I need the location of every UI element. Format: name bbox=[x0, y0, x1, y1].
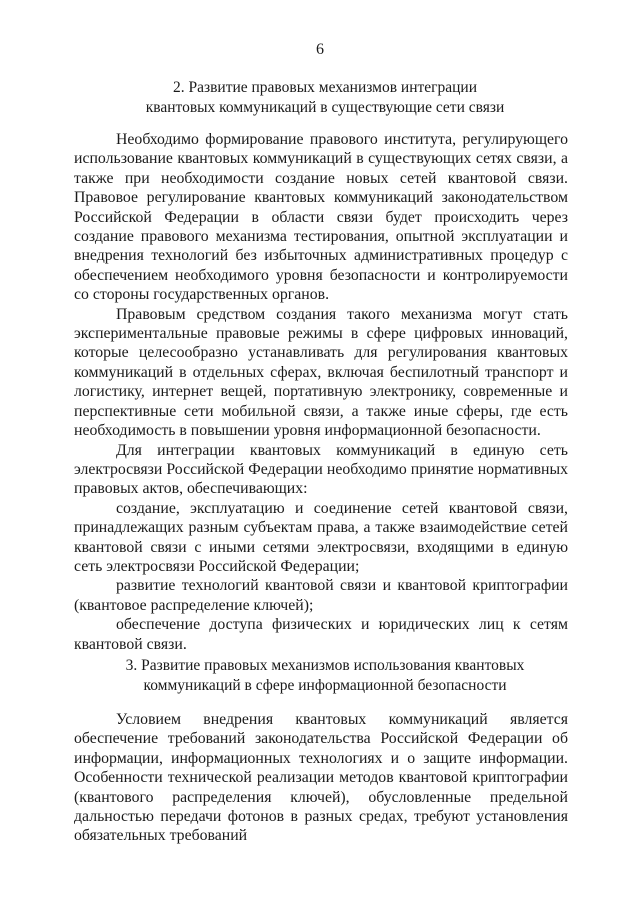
section-2-paragraph-2: Правовым средством создания такого механизма могут стать экспериментальные правовые режимы в сфере цифровых инноваций, которые целесообразно устанавливать для регулирования квантовых коммуникаций в отдельных сферах, включая беспилотный транспорт и логистику, интернет вещей, портативную электронику, современные и перспективные сети мобильной связи, а также иные сферы, где есть необходимость в повышении уровня информационной безопасности. bbox=[74, 305, 568, 440]
section-3-heading-line-2: коммуникаций в сфере информационной безопасности bbox=[143, 677, 507, 694]
section-2-heading bbox=[80, 78, 570, 118]
section-2-heading-line-1: 2. Развитие правовых механизмов интеграции bbox=[172, 79, 478, 96]
section-2-paragraph-1: Необходимо формирование правового института, регулирующего использование квантовых коммуникаций в существующих сетях связи, а также при необходимости создание новых сетей квантовой связи. Правовое регулирование квантовых коммуникаций законодательством Российской Федерации в области связи будет происходить через создание правового механизма тестирования, опытной эксплуатации и внедрения технологий без избыточных административных процедур с обеспечением необходимого уровня безопасности и контролируемости со стороны государственных органов. bbox=[74, 131, 568, 304]
section-2-list-item-2: развитие технологий квантовой связи и квантовой криптографии (квантовое распределение ключей); bbox=[74, 577, 568, 614]
section-3-heading-line-1: 3. Развитие правовых механизмов использования квантовых bbox=[125, 657, 525, 674]
section-3-body bbox=[74, 710, 568, 846]
section-2-list-item-1: создание, эксплуатацию и соединение сетей квантовой связи, принадлежащих разным субъектам права, а также взаимодействие сетей квантовой связи с иными сетями электросвязи, входящими в единую сеть электросвязи Российской Федерации; bbox=[74, 499, 568, 575]
section-2-body bbox=[74, 130, 568, 654]
section-2-paragraph-3: Для интеграции квантовых коммуникаций в единую сеть электросвязи Российской Федерации необходимо принятие нормативных правовых актов, обеспечивающих: bbox=[74, 441, 568, 498]
section-3-heading bbox=[80, 656, 570, 696]
page-number: 6 bbox=[316, 41, 324, 58]
section-2-list-item-3: обеспечение доступа физических и юридических лиц к сетям квантовой связи. bbox=[74, 616, 568, 653]
section-3-paragraph-1: Условием внедрения квантовых коммуникаций является обеспечение требований законодательства Российской Федерации об информации, информационных технологиях и о защите информации. Особенности технической реализации методов квантовой криптографии (квантового распределения ключей), обусловленные предельной дальностью передачи фотонов в разных средах, требуют установления обязательных требований bbox=[74, 711, 568, 845]
section-2-heading-line-2: квантовых коммуникаций в существующие сети связи bbox=[145, 99, 505, 116]
